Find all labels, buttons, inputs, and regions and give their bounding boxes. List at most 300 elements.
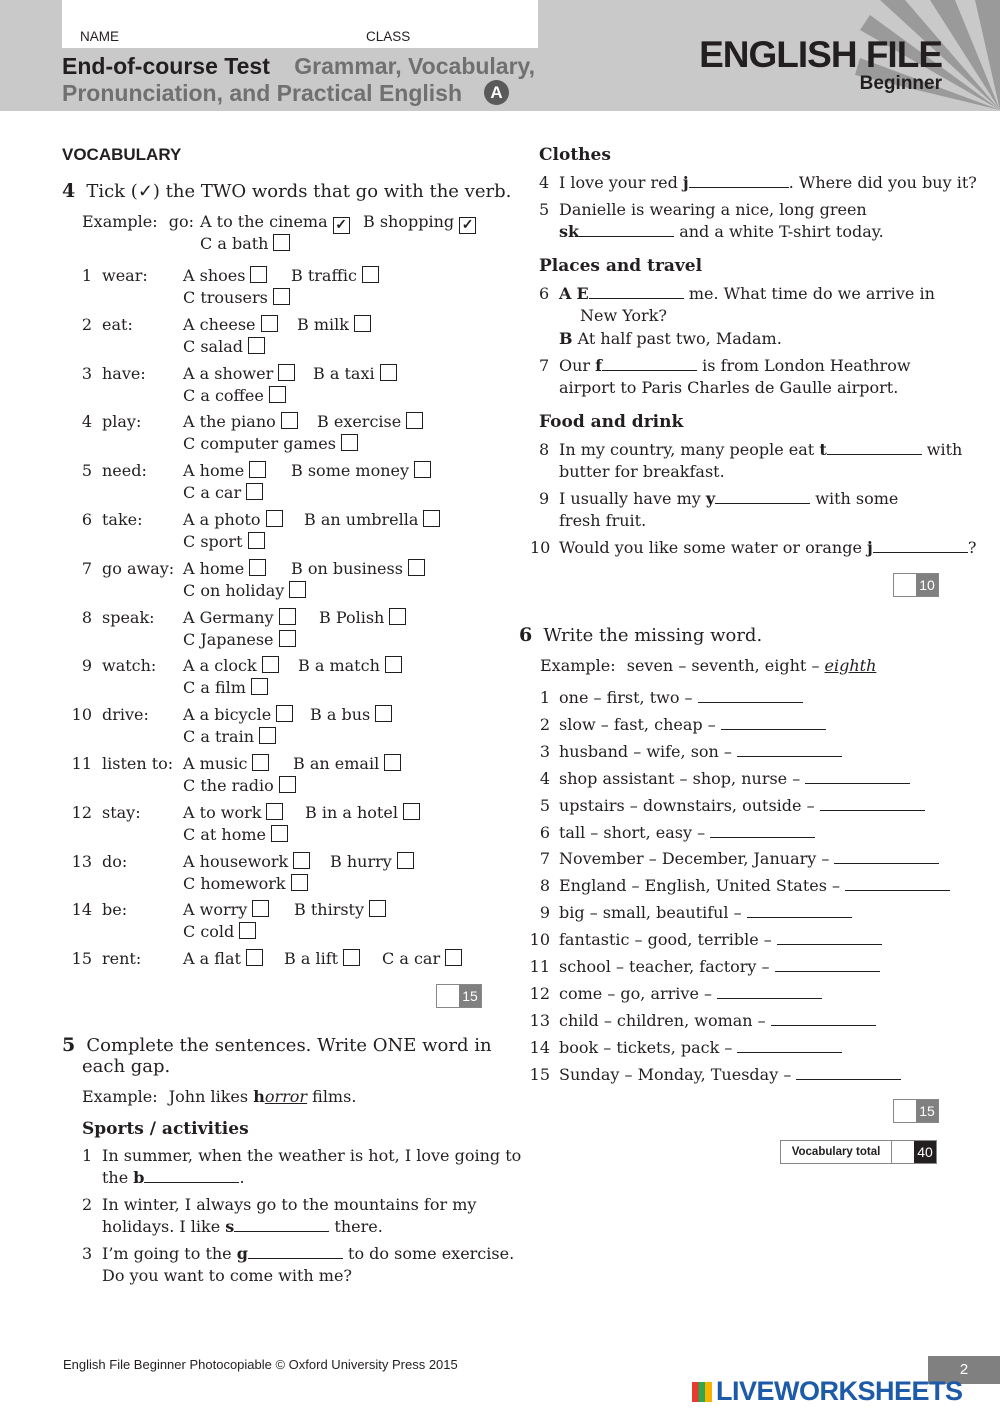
checkbox-a[interactable] [293,852,310,869]
q4-item-number: 10 [71,705,92,725]
q5-item-line [559,222,884,241]
q4-score-max: 15 [459,985,481,1007]
checkbox-b[interactable] [414,461,431,478]
q6-example [540,656,876,675]
checkbox-b[interactable] [406,412,423,429]
checkbox-c[interactable] [289,581,306,598]
q4-option-b [284,949,360,968]
q4-option-b [291,461,431,480]
q6-item-number: 10 [529,930,550,950]
q4-example-a [200,212,350,234]
q5-speaker: B [559,329,573,348]
q5-item-text: In winter, I always go to the mountains for my [102,1195,477,1214]
q4-item-verb: have: [102,363,146,383]
q6-answer-blank[interactable] [737,1038,842,1053]
q6-answer-blank[interactable] [698,688,803,703]
checkbox-a[interactable] [279,608,296,625]
checkbox-a[interactable] [250,266,267,283]
q5-text: and a white T-shirt today. [679,222,884,241]
q4-option-b [293,754,401,773]
q6-item-number: 4 [539,768,550,788]
option-a-label: A the piano [183,412,276,432]
q6-answer-blank[interactable] [805,769,910,784]
q6-instruction: Write the missing word. [543,625,763,646]
q4-number: 4 [62,180,76,202]
answer-blank[interactable] [234,1217,329,1232]
q6-score-input[interactable] [894,1100,916,1122]
answer-blank[interactable] [144,1168,239,1183]
q4-option-a [183,949,263,968]
test-subtitle-line1: Grammar, Vocabulary, [294,53,536,79]
group-title: Sports / activities [82,1119,249,1139]
q6-heading [519,624,762,646]
liveworksheets-logo-icon [692,1382,712,1402]
q4-item-number: 2 [81,314,92,334]
option-c-label: C a coffee [183,385,264,405]
q4-item-verb: speak: [102,607,155,627]
checkbox-c[interactable] [271,825,288,842]
checkbox-a[interactable] [278,364,295,381]
checkbox-b[interactable] [354,315,371,332]
q5-score-max: 10 [916,574,938,596]
q4-option-a [183,559,266,578]
name-label: NAME [80,29,120,44]
q5-item-line [559,173,977,192]
checkbox-a[interactable] [276,705,293,722]
option-c-label: C homework [183,873,286,893]
q6-item-number: 13 [529,1010,550,1030]
checkbox-b[interactable] [369,900,386,917]
q5-item-number: 6 [539,284,550,303]
q5-item-number: 7 [539,356,550,375]
q6-answer-blank[interactable] [710,823,815,838]
q6-item-number: 8 [539,876,550,896]
q4-score-box [436,984,482,1008]
q4-option-c [183,630,296,649]
q5-example-label: Example: [82,1087,158,1106]
q5-letter: s [225,1217,235,1236]
q6-item-number: 15 [529,1064,550,1084]
vocab-total-max: 40 [914,1141,936,1163]
q6-item-text: tall – short, easy – [559,822,706,842]
q4-option-a [183,900,269,919]
q5-item-number: 3 [82,1244,93,1263]
checkbox-a[interactable] [262,656,279,673]
q6-answer-blank[interactable] [747,903,852,918]
example-option-b: B shopping [363,212,455,231]
checkbox-b[interactable] [403,803,420,820]
q6-item-text: one – first, two – [559,688,693,707]
q6-item-number: 6 [539,822,550,842]
q5-item-line [559,284,935,303]
q5-text: is from London Heathrow [702,356,911,375]
option-a-label: A music [183,754,248,773]
q6-item-line [559,957,880,976]
q6-item-line [559,688,803,707]
checkbox-a[interactable] [266,510,283,527]
checkbox-c[interactable] [239,922,256,939]
q4-option-c [183,922,256,941]
q5-item-line [559,356,911,375]
q5-text: Would you like some water or orange [559,538,862,557]
q4-item-number: 1 [81,266,92,285]
checkbox-a[interactable] [252,754,269,771]
q5-text: me. What time do we arrive in [688,284,935,303]
q4-option-c [183,678,268,697]
example-checkbox-a: ✓ [333,217,350,234]
checkbox-a[interactable] [252,900,269,917]
q4-item-verb: do: [102,851,128,871]
q4-item-verb: wear: [102,266,148,285]
brand-level: Beginner [859,73,942,94]
q5-example-answer: orror [264,1087,308,1106]
q4-item-number: 15 [71,949,92,969]
answer-blank[interactable] [873,538,968,553]
q5-instruction-line1: Complete the sentences. Write ONE word in [86,1035,492,1056]
q4-option-a [183,461,266,480]
q5-score-box [893,573,939,597]
option-a-label: A shoes [183,266,246,285]
q6-answer-blank[interactable] [771,1011,876,1026]
option-a-label: A home [183,461,245,481]
q4-option-b [297,315,371,334]
answer-blank[interactable] [827,440,922,455]
q5-text: In my country, many people eat [559,440,815,459]
answer-blank[interactable] [689,173,789,188]
q4-option-b [330,852,414,871]
q5-number: 5 [62,1034,76,1056]
q5-item-text: Danielle is wearing a nice, long green [559,200,867,219]
q5-text: with [926,440,963,459]
q5-item-text: Do you want to come with me? [102,1266,352,1285]
option-c-label: C on holiday [183,580,285,600]
q5-score-input[interactable] [894,574,916,596]
option-c-label: C cold [183,922,235,942]
q5-item-number: 10 [530,538,551,557]
q5-letter: sk [559,222,580,241]
q5-item-text: airport to Paris Charles de Gaulle airport. [559,378,899,397]
q5-item-number: 8 [539,440,550,459]
checkbox-a[interactable] [266,803,283,820]
checkbox-b[interactable] [408,559,425,576]
q4-option-c [183,776,296,795]
checkbox-a[interactable] [249,559,266,576]
checkbox-c[interactable] [269,386,286,403]
q5-text: with some [815,489,899,508]
q6-example-answer: eighth [824,656,877,675]
option-a-label: A Germany [183,607,274,627]
checkbox-c[interactable] [273,288,290,305]
q6-item-line [559,769,910,788]
q6-item-text: come – go, arrive – [559,983,712,1003]
liveworksheets-watermark [692,1376,963,1407]
checkbox-c[interactable] [291,874,308,891]
checkbox-b[interactable] [385,656,402,673]
q6-item-text: big – small, beautiful – [559,903,742,923]
q4-option-a [183,608,296,627]
q4-option-c [183,337,265,356]
option-a-label: A housework [183,851,289,871]
option-a-label: A a bicycle [183,705,272,725]
q6-item-text: school – teacher, factory – [559,957,770,976]
option-b-label: B an email [293,754,380,773]
q5-example [82,1087,356,1106]
q6-item-number: 3 [539,741,550,761]
q5-text: I love your red [559,173,678,192]
q6-example-label: Example: [540,656,616,675]
footer-copyright-text: Photocopiable © Oxford University Press 2015 [189,1357,458,1372]
q4-item-number: 9 [81,656,92,676]
q6-item-text: fantastic – good, terrible – [559,930,772,950]
option-b-label: B thirsty [294,900,365,920]
checkbox-c[interactable] [259,727,276,744]
q6-answer-blank[interactable] [796,1065,901,1080]
q6-number: 6 [519,624,533,646]
q6-answer-blank[interactable] [775,957,880,972]
q6-answer-blank[interactable] [845,876,950,891]
q4-option-a [183,412,298,431]
q4-item-number: 12 [71,802,92,822]
q4-option-c [183,483,263,502]
checkbox-c[interactable] [341,434,358,451]
q4-item-verb: stay: [102,802,141,822]
q5-text: Our [559,356,591,375]
option-a-label: A a shower [183,363,274,383]
checkbox-c[interactable] [279,630,296,647]
example-checkbox-b: ✓ [459,217,476,234]
checkbox-b[interactable] [343,949,360,966]
answer-blank[interactable] [589,284,684,299]
q5-example-letter: h [253,1087,265,1106]
q4-option-a [183,852,310,871]
q6-item-text: upstairs – downstairs, outside – [559,795,815,815]
q5-letter: y [705,489,716,508]
q6-item-text: November – December, January – [559,849,830,869]
option-b-label: B in a hotel [305,802,398,822]
q6-item-text: slow – fast, cheap – [559,714,716,734]
test-subtitle-line2: Pronunciation, and Practical English [62,80,463,106]
option-b-label: B a bus [310,705,371,725]
option-b-label: B milk [297,314,349,334]
checkbox-b[interactable] [362,266,379,283]
q6-answer-blank[interactable] [834,849,939,864]
q6-answer-blank[interactable] [820,796,925,811]
q5-instruction-line2: each gap. [82,1056,171,1077]
q6-answer-blank[interactable] [777,930,882,945]
q6-item-text: book – tickets, pack – [559,1037,733,1057]
q4-instruction: Tick (✓) the TWO words that go with the verb. [86,181,512,202]
q6-item-line [559,823,815,842]
q5-item-number: 5 [539,200,550,219]
checkbox-b[interactable] [384,754,401,771]
q4-score-input[interactable] [437,985,459,1007]
checkbox-b[interactable] [397,852,414,869]
q6-answer-blank[interactable] [721,715,826,730]
q4-item-verb: be: [102,900,128,920]
answer-blank[interactable] [715,489,810,504]
option-c-label: C salad [183,336,243,356]
q6-answer-blank[interactable] [737,742,842,757]
q6-item-text: England – English, United States – [559,876,841,896]
option-a-label: A cheese [183,314,256,334]
q6-item-line [559,984,822,1003]
q4-option-c [183,532,265,551]
q5-letter: b [133,1168,145,1187]
q6-item-line [559,715,826,734]
version-badge: A [484,80,509,105]
q4-example-row [82,212,194,231]
checkbox-c[interactable] [251,678,268,695]
q6-item-text: child – children, woman – [559,1010,766,1030]
option-c-label: C trousers [183,288,268,307]
q4-option-c [183,386,286,405]
q5-item-text: In summer, when the weather is hot, I love going to [102,1146,522,1165]
option-c-label: C the radio [183,776,274,795]
option-b-label: B exercise [317,412,402,432]
example-verb: go: [168,212,194,231]
q6-item-number: 2 [539,714,550,734]
checkbox-c[interactable] [445,949,462,966]
q4-item-verb: need: [102,461,147,481]
q6-answer-blank[interactable] [717,984,822,999]
option-b-label: B Polish [319,607,385,627]
group-title: Places and travel [539,256,703,276]
q5-item-line [102,1244,514,1263]
example-checkbox-c [273,234,290,251]
q4-item-number: 11 [71,754,92,773]
q4-option-a [183,705,293,724]
answer-blank[interactable] [579,222,674,237]
q5-heading [62,1034,492,1056]
q5-text: I’m going to the [102,1244,232,1263]
answer-blank[interactable] [248,1244,343,1259]
option-c-label: C sport [183,532,243,551]
q6-item-line [559,1011,876,1030]
checkbox-a[interactable] [281,412,298,429]
q4-item-number: 7 [81,558,92,578]
q6-item-text: Sunday – Monday, Tuesday – [559,1064,792,1084]
option-b-label: B on business [291,558,403,578]
q4-item-verb: rent: [102,949,142,969]
q5-speaker: A [559,284,572,303]
q4-item-verb: play: [102,412,142,432]
footer-publication: English File Beginner [63,1357,186,1372]
option-c-label: C a car [183,483,242,503]
checkbox-a[interactable] [261,315,278,332]
vocab-total-box [780,1140,937,1164]
q4-option-b [305,803,420,822]
q5-text: . Where did you buy it? [788,173,977,192]
option-c-label: C Japanese [183,629,274,649]
test-subtitle-line2-wrap [62,80,509,107]
q6-item-number: 7 [539,849,550,869]
checkbox-b[interactable] [389,608,406,625]
q4-option-b [313,364,397,383]
checkbox-c[interactable] [279,776,296,793]
q6-example-text: seven – seventh, eight – [626,656,820,675]
option-a-label: A worry [183,900,248,920]
option-b-label: B a taxi [313,363,375,383]
q5-letter: E [576,284,589,303]
q4-item-verb: go away: [102,558,175,578]
q4-option-b [291,559,425,578]
q4-option-a [183,364,295,383]
q6-item-line [559,849,939,868]
q5-item-number: 1 [82,1146,93,1165]
checkbox-c[interactable] [246,483,263,500]
q4-option-b [317,412,423,431]
section-title: VOCABULARY [62,145,182,164]
q4-option-c [183,581,306,600]
option-a-label: A home [183,558,245,578]
q6-item-number: 14 [529,1037,550,1057]
option-c-label: C computer games [183,434,336,454]
q6-item-line [559,1038,842,1057]
q4-option-c [382,949,462,968]
q4-option-a [183,315,278,334]
option-c-label: C a film [183,678,246,698]
q4-option-b [294,900,386,919]
checkbox-b[interactable] [375,705,392,722]
q4-option-b [291,266,379,285]
q5-item-line [102,1168,245,1187]
q4-item-number: 5 [81,461,92,481]
example-option-c: C a bath [200,234,269,253]
checkbox-a[interactable] [249,461,266,478]
option-a-label: A a flat [183,949,241,969]
q5-item-number: 2 [82,1195,93,1214]
q6-item-number: 9 [539,903,550,923]
q5-item-line [559,440,962,459]
q5-item-number: 9 [539,489,550,508]
q5-text: I usually have my [559,489,701,508]
option-a-label: A a photo [183,510,261,529]
checkbox-c[interactable] [248,532,265,549]
page-header [0,0,1000,111]
checkbox-a[interactable] [246,949,263,966]
q5-letter: j [867,538,873,557]
q4-item-number: 8 [81,607,92,627]
q4-item-verb: eat: [102,314,133,334]
q4-item-number: 14 [71,900,92,920]
option-b-label: B hurry [330,851,392,871]
option-a-label: A to work [183,802,262,822]
group-title: Food and drink [539,412,684,432]
q6-item-line [559,903,852,922]
q6-score-box [893,1099,939,1123]
q6-item-line [559,742,842,761]
checkbox-b[interactable] [423,510,440,527]
q4-option-c [183,434,358,453]
q6-item-number: 5 [539,795,550,815]
answer-blank[interactable] [602,356,697,371]
q4-option-b [298,656,402,675]
q6-score-max: 15 [916,1100,938,1122]
option-b-label: B a match [298,656,380,676]
option-c-label: C a train [183,727,254,747]
q4-item-verb: drive: [102,705,149,725]
example-option-a: A to the cinema [200,212,328,231]
q6-item-line [559,930,882,949]
vocab-total-input[interactable] [892,1141,914,1163]
q4-option-c [183,825,288,844]
q4-item-verb: take: [102,510,143,529]
checkbox-b[interactable] [380,364,397,381]
q6-item-number: 11 [529,957,550,976]
q5-item-number: 4 [539,173,550,192]
q4-option-c [183,288,290,307]
checkbox-c[interactable] [248,337,265,354]
